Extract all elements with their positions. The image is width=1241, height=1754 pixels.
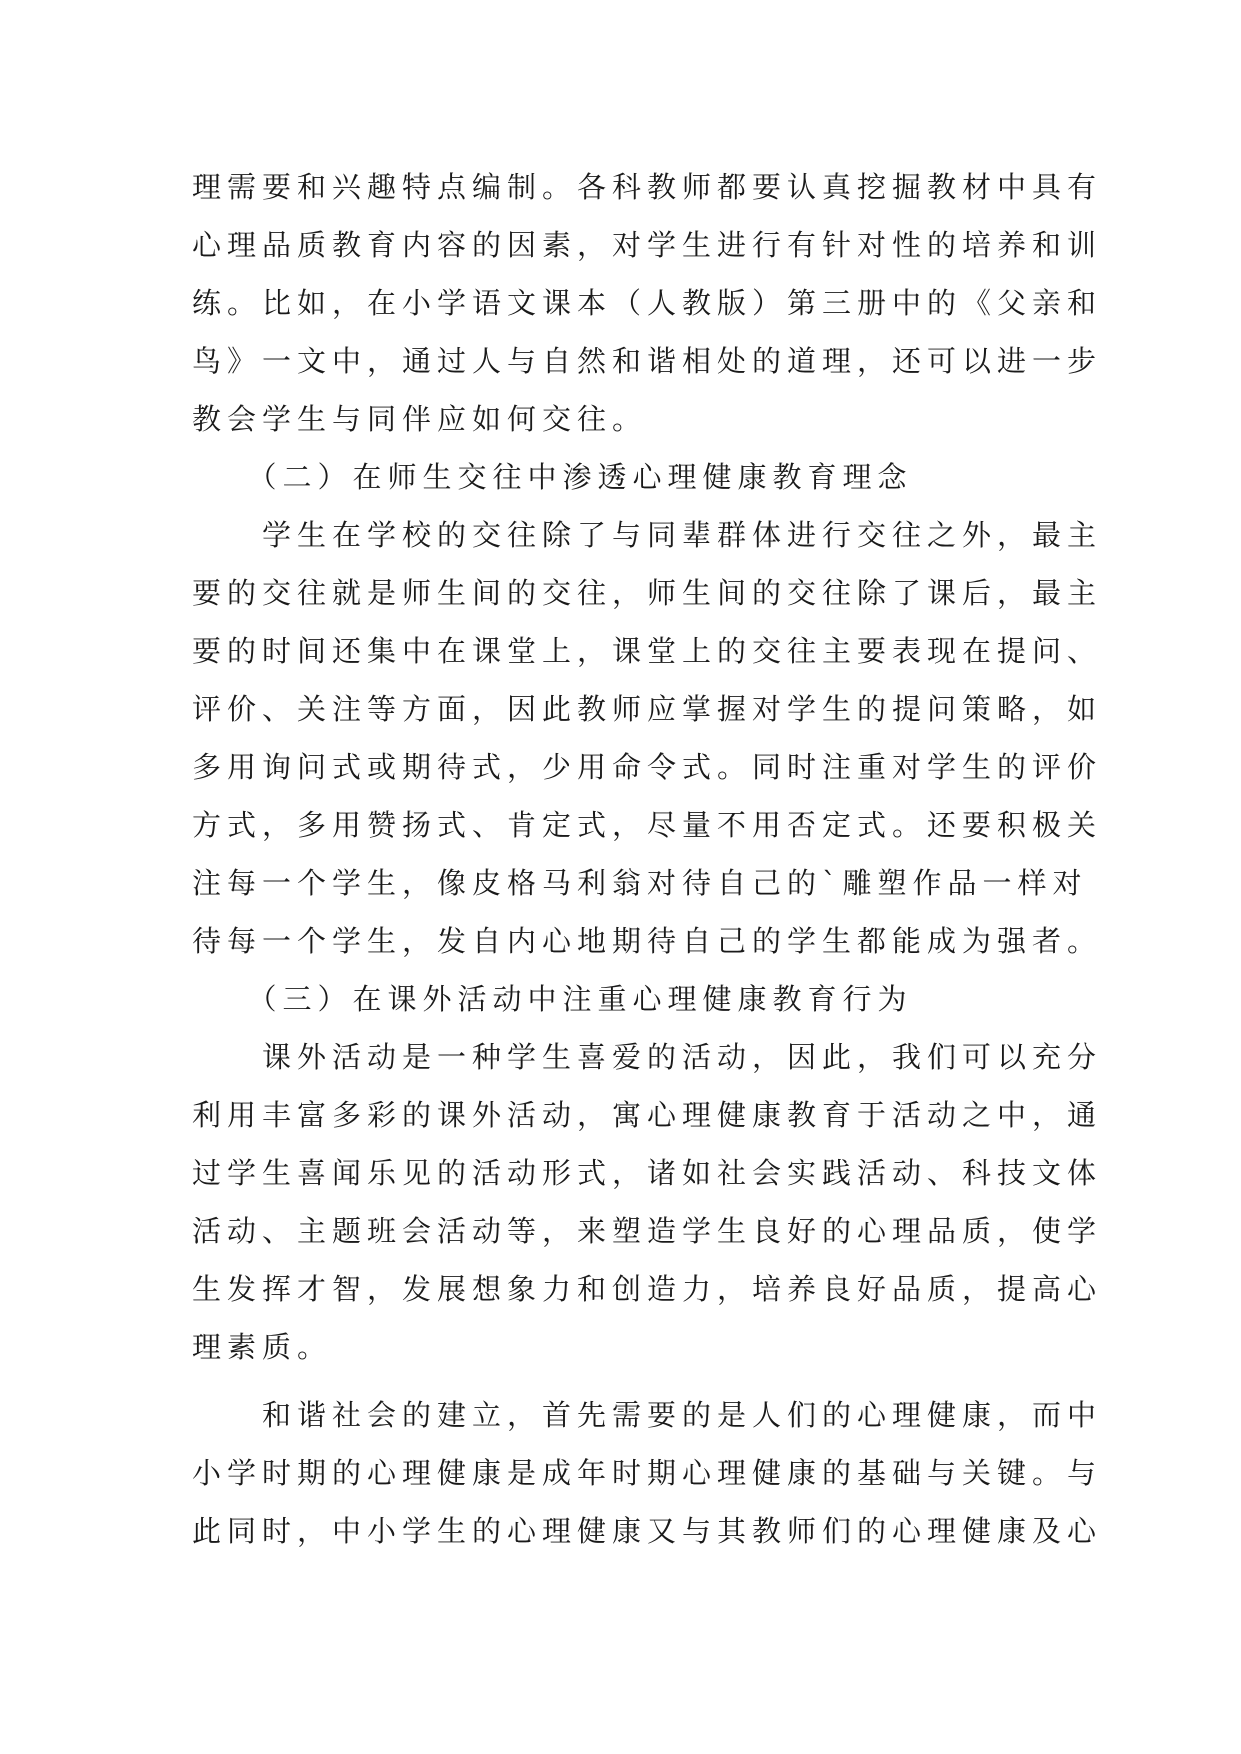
section-heading-3: （三）在课外活动中注重心理健康教育行为 [192, 982, 913, 1016]
text-line: 教会学生与同伴应如何交往。 [192, 402, 648, 436]
text-line: 理需要和兴趣特点编制。各科教师都要认真挖掘教材中具有 [192, 170, 1103, 204]
text-line: 利用丰富多彩的课外活动，寓心理健康教育于活动之中，通 [192, 1098, 1103, 1132]
text-line: 待每一个学生，发自内心地期待自己的学生都能成为强者。 [192, 924, 1103, 958]
text-line: 心理品质教育内容的因素，对学生进行有针对性的培养和训 [192, 228, 1103, 262]
text-line: 要的时间还集中在课堂上，课堂上的交往主要表现在提问、 [192, 634, 1103, 668]
paragraph-gap [192, 1384, 1062, 1394]
text-line: 过学生喜闻乐见的活动形式，诸如社会实践活动、科技文体 [192, 1156, 1103, 1190]
section-heading-2: （二）在师生交往中渗透心理健康教育理念 [192, 460, 913, 494]
text-line: 注每一个学生，像皮格马利翁对待自己的`雕塑作品一样对 [192, 866, 1088, 900]
text-line: 评价、关注等方面，因此教师应掌握对学生的提问策略，如 [192, 692, 1103, 726]
text-line: 此同时，中小学生的心理健康又与其教师们的心理健康及心 [192, 1514, 1103, 1548]
text-line: 学生在学校的交往除了与同辈群体进行交往之外，最主 [192, 518, 1103, 552]
text-line: 和谐社会的建立，首先需要的是人们的心理健康，而中 [192, 1398, 1103, 1432]
text-line: 生发挥才智，发展想象力和创造力，培养良好品质，提高心 [192, 1272, 1103, 1306]
text-line: 课外活动是一种学生喜爱的活动，因此，我们可以充分 [192, 1040, 1103, 1074]
text-line: 小学时期的心理健康是成年时期心理健康的基础与关键。与 [192, 1456, 1103, 1490]
text-line: 多用询问式或期待式，少用命令式。同时注重对学生的评价 [192, 750, 1103, 784]
text-line: 方式，多用赞扬式、肯定式，尽量不用否定式。还要积极关 [192, 808, 1103, 842]
text-line: 练。比如，在小学语文课本（人教版）第三册中的《父亲和 [192, 286, 1103, 320]
text-line: 鸟》一文中，通过人与自然和谐相处的道理，还可以进一步 [192, 344, 1103, 378]
text-line: 理素质。 [192, 1330, 333, 1364]
text-line: 活动、主题班会活动等，来塑造学生良好的心理品质，使学 [192, 1214, 1103, 1248]
document-body [192, 166, 1103, 1568]
text-line: 要的交往就是师生间的交往，师生间的交往除了课后，最主 [192, 576, 1103, 610]
